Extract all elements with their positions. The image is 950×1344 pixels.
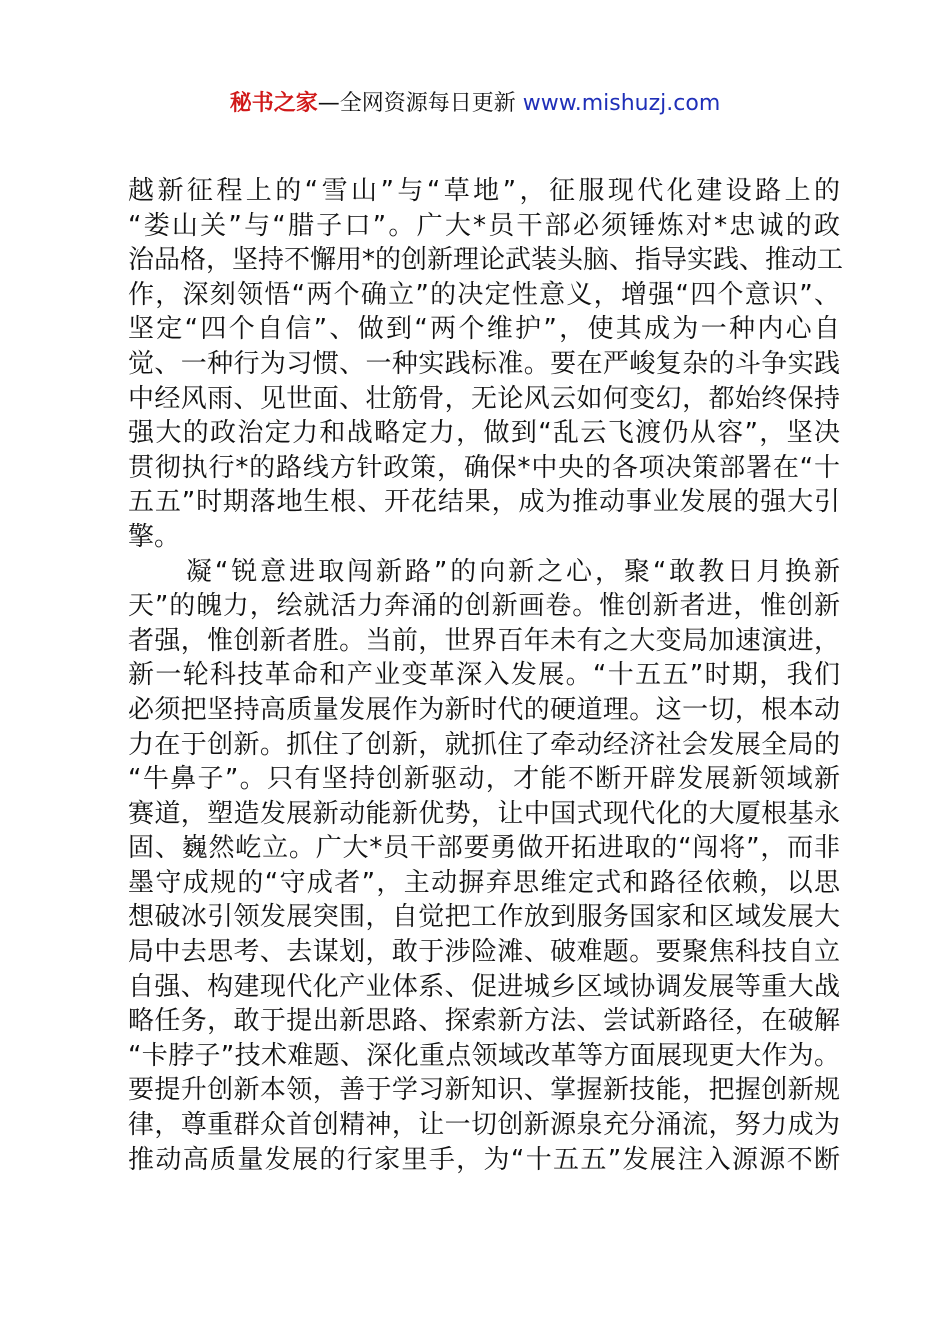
text-line: 自强、构建现代化产业体系、促进城乡区域协调发展等重大战 bbox=[128, 971, 840, 1002]
site-name: 秘书之家 bbox=[229, 91, 318, 116]
text-line: 越新征程上的“雪山”与“草地”，征服现代化建设路上的 bbox=[128, 176, 840, 206]
text-line: “卡脖子”技术难题、深化重点领域改革等方面展现更大作为。 bbox=[128, 1040, 840, 1071]
text-line: 推动高质量发展的行家里手，为“十五五”发展注入源源不断 bbox=[128, 1144, 840, 1175]
text-line: “牛鼻子”。只有坚持创新驱动，才能不断开辟发展新领域新 bbox=[128, 764, 840, 795]
text-line: 强大的政治定力和战略定力，做到“乱云飞渡仍从容”，坚决 bbox=[128, 418, 840, 449]
text-line: 中经风雨、见世面、壮筋骨，无论风云如何变幻，都始终保持 bbox=[128, 383, 840, 414]
text-line: 觉、一种行为习惯、一种实践标准。要在严峻复杂的斗争实践 bbox=[128, 348, 840, 379]
text-line: 必须把坚持高质量发展作为新时代的硬道理。这一切，根本动 bbox=[128, 694, 840, 725]
text-line: 凝“锐意进取闯新路”的向新之心，聚“敢教日月换新 bbox=[128, 556, 840, 587]
site-url-link[interactable]: www.mishuzj.com bbox=[522, 91, 721, 116]
text-line: 者强，惟创新者胜。当前，世界百年未有之大变局加速演进， bbox=[128, 625, 840, 656]
paragraph-2 bbox=[128, 555, 840, 1178]
document-body bbox=[128, 174, 844, 1177]
text-line: 要提升创新本领，善于学习新知识、掌握新技能，把握创新规 bbox=[128, 1075, 840, 1106]
text-line: 五五”时期落地生根、开花结果，成为推动事业发展的强大引 bbox=[128, 487, 840, 518]
text-line: 固、巍然屹立。广大*员干部要勇做开拓进取的“闯将”，而非 bbox=[128, 833, 840, 864]
text-line: 力在于创新。抓住了创新，就抓住了牵动经济社会发展全局的 bbox=[128, 729, 840, 760]
text-line: 擎。 bbox=[128, 521, 181, 552]
text-line: 局中去思考、去谋划，敢于涉险滩、破难题。要聚焦科技自立 bbox=[128, 937, 840, 968]
text-line: 略任务，敢于提出新思路、探索新方法、尝试新路径，在破解 bbox=[128, 1006, 840, 1037]
paragraph-1 bbox=[128, 174, 844, 555]
text-line: 天”的魄力，绘就活力奔涌的创新画卷。惟创新者进，惟创新 bbox=[128, 591, 840, 622]
text-line: 贯彻执行*的路线方针政策，确保*中央的各项决策部署在“十 bbox=[128, 452, 840, 483]
text-line: 想破冰引领发展突围，自觉把工作放到服务国家和区域发展大 bbox=[128, 902, 840, 933]
text-line: 治品格，坚持不懈用*的创新理论武装头脑、指导实践、推动工 bbox=[128, 245, 844, 276]
text-line: 作，深刻领悟“两个确立”的决定性意义，增强“四个意识”、 bbox=[128, 279, 840, 310]
text-line: 律，尊重群众首创精神，让一切创新源泉充分涌流，努力成为 bbox=[128, 1110, 840, 1141]
site-tagline: —全网资源每日更新 bbox=[317, 91, 516, 116]
text-line: 坚定“四个自信”、做到“两个维护”，使其成为一种内心自 bbox=[128, 314, 840, 345]
text-line: 新一轮科技革命和产业变革深入发展。“十五五”时期，我们 bbox=[128, 660, 840, 691]
page-header bbox=[0, 88, 950, 120]
text-line: “娄山关”与“腊子口”。广大*员干部必须锤炼对*忠诚的政 bbox=[128, 210, 840, 241]
text-line: 墨守成规的“守成者”，主动摒弃思维定式和路径依赖，以思 bbox=[128, 867, 840, 898]
text-line: 赛道，塑造发展新动能新优势，让中国式现代化的大厦根基永 bbox=[128, 798, 840, 829]
